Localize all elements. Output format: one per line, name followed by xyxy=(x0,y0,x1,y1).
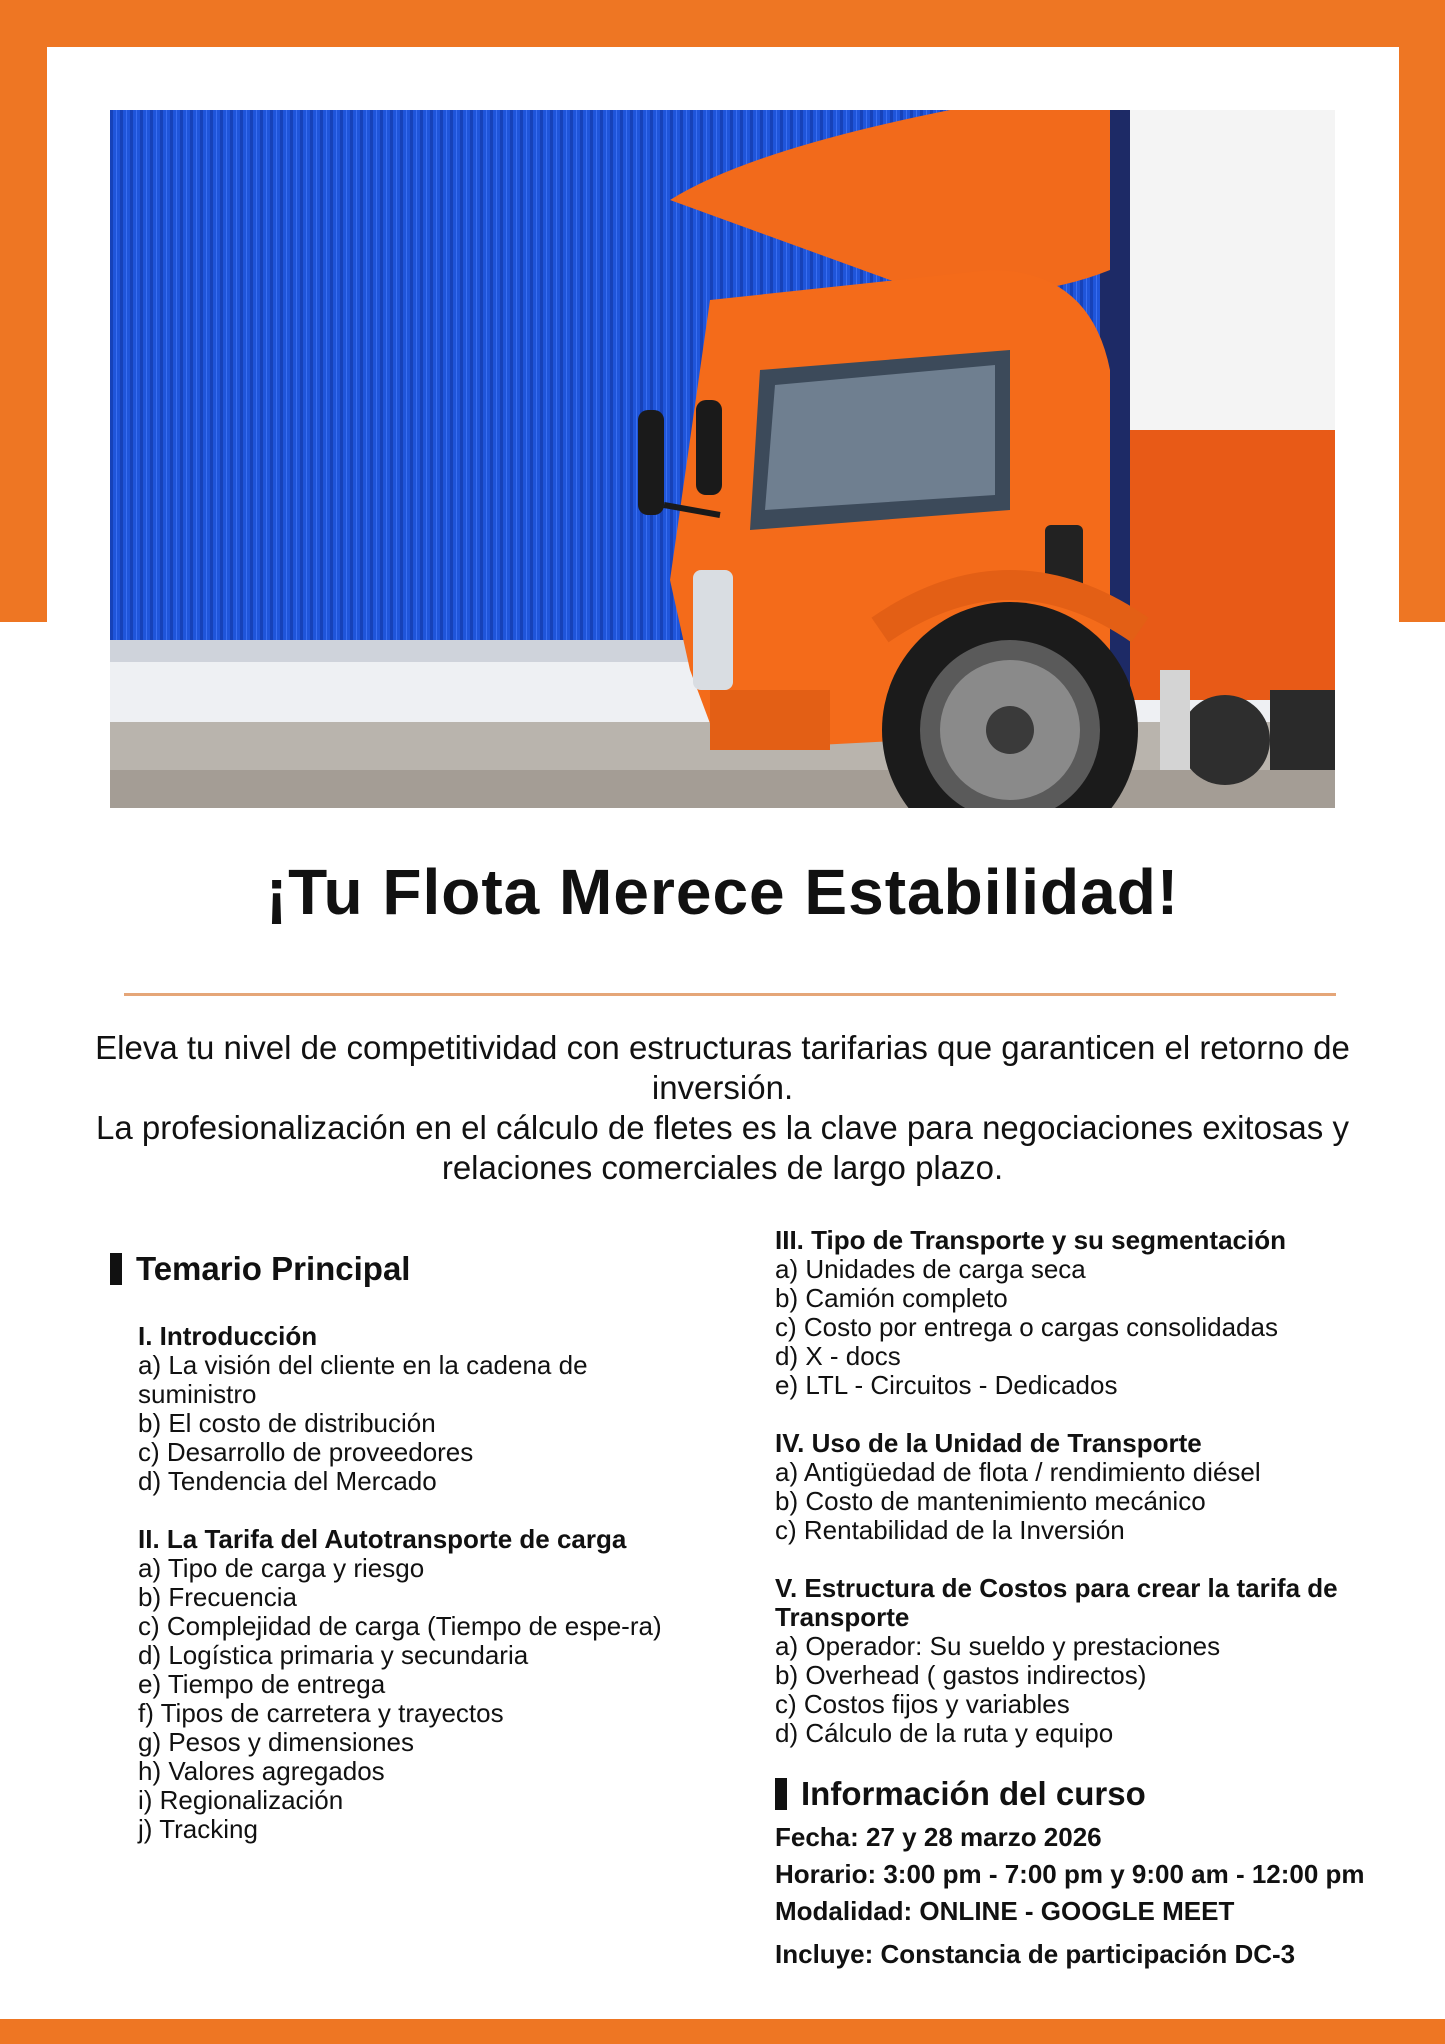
list-item: b) Costo de mantenimiento mecánico xyxy=(775,1486,1206,1516)
list-item: d) Tendencia del Mercado xyxy=(138,1466,437,1496)
list-item: a) Unidades de carga seca xyxy=(775,1254,1086,1284)
course-info-heading-label: Información del curso xyxy=(801,1775,1146,1812)
syllabus-heading xyxy=(110,1250,710,1288)
list-item: j) Tracking xyxy=(138,1814,258,1844)
intro-paragraph: Eleva tu nivel de competitividad con estructuras tarifarias que garanticen el retorno de inversión. xyxy=(95,1029,1350,1106)
syllabus-section-4 xyxy=(775,1429,1395,1545)
syllabus-section-2 xyxy=(138,1525,710,1844)
syllabus-right-column xyxy=(775,1226,1395,1973)
heading-bar-icon xyxy=(110,1253,122,1285)
list-item: e) Tiempo de entrega xyxy=(138,1669,386,1699)
list-item: g) Pesos y dimensiones xyxy=(138,1727,415,1757)
list-item: i) Regionalización xyxy=(138,1785,344,1815)
list-item: f) Tipos de carretera y trayectos xyxy=(138,1698,504,1728)
course-modality: Modalidad: ONLINE - GOOGLE MEET xyxy=(775,1896,1235,1926)
list-item: e) LTL - Circuitos - Dedicados xyxy=(775,1370,1118,1400)
page-title: ¡Tu Flota Merece Estabilidad! xyxy=(265,856,1180,928)
syllabus-section-1 xyxy=(138,1322,710,1496)
syllabus-heading-label: Temario Principal xyxy=(136,1250,411,1287)
heading-bar-icon xyxy=(775,1778,787,1810)
section-title: I. Introducción xyxy=(138,1321,318,1351)
title-divider xyxy=(124,993,1336,996)
list-item: d) Cálculo de la ruta y equipo xyxy=(775,1718,1114,1748)
list-item: c) Desarrollo de proveedores xyxy=(138,1437,474,1467)
section-title: IV. Uso de la Unidad de Transporte xyxy=(775,1428,1202,1458)
course-schedule: Horario: 3:00 pm - 7:00 pm y 9:00 am - 12:00 pm xyxy=(775,1859,1365,1889)
syllabus-section-3 xyxy=(775,1226,1395,1400)
section-title: V. Estructura de Costos para crear la tarifa de Transporte xyxy=(775,1573,1338,1632)
list-item: a) Antigüedad de flota / rendimiento diésel xyxy=(775,1457,1261,1487)
list-item: c) Costos fijos y variables xyxy=(775,1689,1070,1719)
list-item: a) Tipo de carga y riesgo xyxy=(138,1553,425,1583)
list-item: b) Overhead ( gastos indirectos) xyxy=(775,1660,1147,1690)
list-item: d) Logística primaria y secundaria xyxy=(138,1640,529,1670)
hero-truck-image xyxy=(110,110,1335,808)
list-item: b) Frecuencia xyxy=(138,1582,297,1612)
list-item: c) Complejidad de carga (Tiempo de espe-ra) xyxy=(138,1611,662,1641)
orange-frame-bottom xyxy=(0,2019,1445,2044)
list-item: h) Valores agregados xyxy=(138,1756,385,1786)
course-info xyxy=(775,1819,1395,1973)
section-title: III. Tipo de Transporte y su segmentación xyxy=(775,1225,1286,1255)
syllabus-section-5 xyxy=(775,1574,1395,1748)
course-includes: Incluye: Constancia de participación DC-3 xyxy=(775,1939,1296,1969)
list-item: b) Camión completo xyxy=(775,1283,1008,1313)
truck-illustration xyxy=(110,110,1335,808)
intro-paragraph: La profesionalización en el cálculo de fletes es la clave para negociaciones exitosas y relaciones comerciales de largo plazo. xyxy=(96,1109,1349,1186)
intro-text xyxy=(90,1028,1355,1188)
list-item: a) Operador: Su sueldo y prestaciones xyxy=(775,1631,1221,1661)
course-date: Fecha: 27 y 28 marzo 2026 xyxy=(775,1822,1102,1852)
list-item: c) Rentabilidad de la Inversión xyxy=(775,1515,1125,1545)
list-item: c) Costo por entrega o cargas consolidadas xyxy=(775,1312,1278,1342)
syllabus-left-column xyxy=(110,1250,710,1873)
section-title: II. La Tarifa del Autotransporte de carga xyxy=(138,1524,627,1554)
list-item: b) El costo de distribución xyxy=(138,1408,436,1438)
list-item: d) X - docs xyxy=(775,1341,901,1371)
course-info-heading xyxy=(775,1775,1395,1813)
list-item: a) La visión del cliente en la cadena de suministro xyxy=(138,1350,588,1409)
